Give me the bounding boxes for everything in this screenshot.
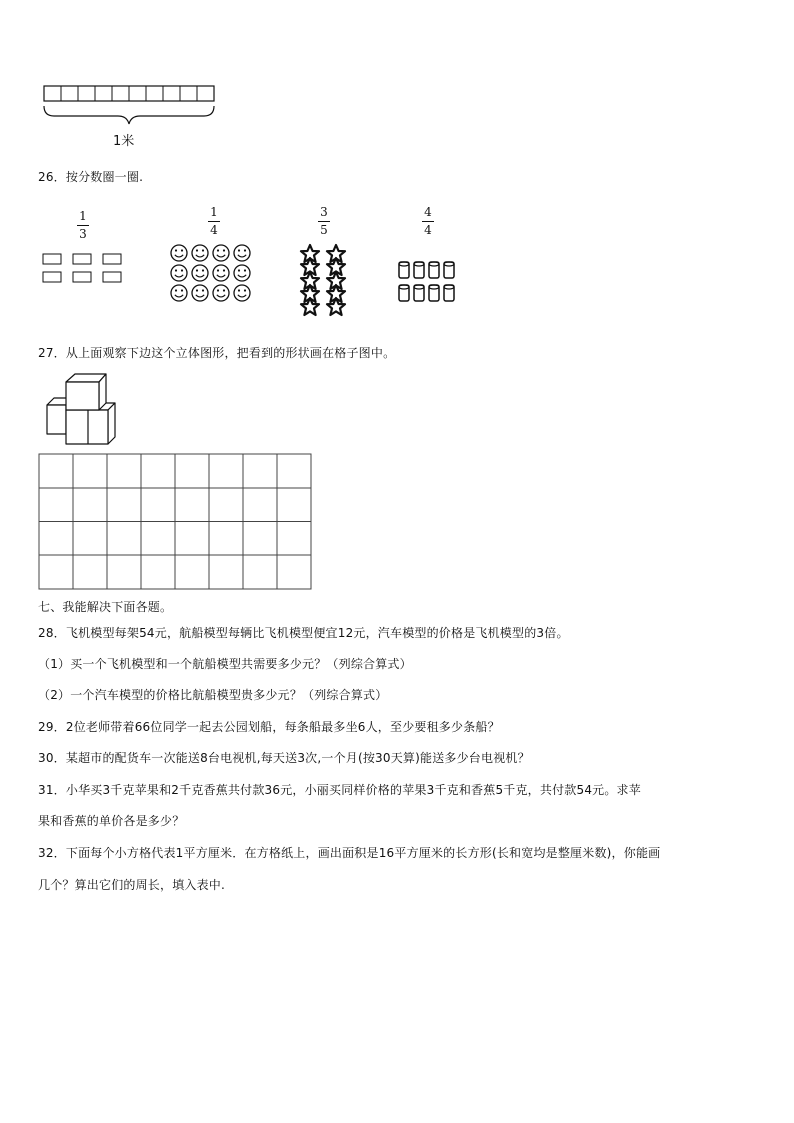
question-28-part-2: （2）一个汽车模型的价格比航船模型贵多少元？（列综合算式） — [38, 688, 388, 702]
smiley-icon — [213, 245, 229, 261]
cylinder-icon — [429, 262, 439, 278]
fraction-1-4 — [204, 206, 224, 237]
smiley-icon — [234, 245, 250, 261]
cylinder-icon — [444, 262, 454, 278]
fraction-numerator: 1 — [79, 209, 87, 223]
fraction-numerator: 3 — [320, 205, 328, 219]
rectangle-icon — [43, 254, 61, 264]
smiley-icon — [213, 285, 229, 301]
smiley-icon — [234, 285, 250, 301]
fraction-denominator: 3 — [79, 227, 87, 241]
cube-figure — [44, 370, 120, 446]
question-31-line-2: 果和香蕉的单价各是多少？ — [38, 814, 185, 828]
cylinder-icon — [399, 285, 409, 301]
cylinder-icon — [444, 285, 454, 301]
smiley-icon — [192, 285, 208, 301]
answer-grid[interactable] — [38, 453, 314, 591]
question-31-line-1: 31．小华买3千克苹果和2千克香蕉共付款36元，小丽买同样价格的苹果3千克和香蕉5千克，共付款54元。求苹 — [38, 783, 641, 797]
fraction-3-5 — [314, 206, 334, 237]
cylinder-icon — [414, 285, 424, 301]
cylinder-icon — [399, 262, 409, 278]
ruler-diagram — [40, 84, 220, 132]
fraction-denominator: 4 — [210, 223, 218, 237]
question-32-line-2: 几个？算出它们的周长，填入表中. — [38, 878, 226, 892]
question-28-part-1: （1）买一个飞机模型和一个航船模型共需要多少元？（列综合算式） — [38, 657, 412, 671]
fraction-denominator: 4 — [424, 223, 432, 237]
star-group — [296, 243, 352, 319]
question-29: 29．2位老师带着66位同学一起去公园划船，每条船最多坐6人，至少要租多少条船？ — [38, 720, 500, 734]
ruler-label: 1米 — [113, 134, 135, 149]
cylinder-icon — [429, 285, 439, 301]
rectangle-icon — [73, 272, 91, 282]
smiley-icon — [192, 245, 208, 261]
rectangle-icon — [103, 254, 121, 264]
rectangle-icon — [73, 254, 91, 264]
smiley-icon — [171, 245, 187, 261]
smiley-icon — [213, 265, 229, 281]
question-32-line-1: 32．下面每个小方格代表1平方厘米．在方格纸上，画出面积是16平方厘米的长方形(长和宽均是整厘米数)，你能画 — [38, 846, 661, 860]
section-7-title: 七、我能解决下面各题。 — [38, 600, 173, 614]
smiley-icon — [234, 265, 250, 281]
fraction-numerator: 4 — [424, 205, 432, 219]
rectangle-icon — [43, 272, 61, 282]
smiley-icon — [192, 265, 208, 281]
fraction-numerator: 1 — [210, 205, 218, 219]
question-28: 28．飞机模型每架54元，航船模型每辆比飞机模型便宜12元，汽车模型的价格是飞机模型的3倍。 — [38, 626, 569, 640]
fraction-denominator: 5 — [320, 223, 328, 237]
fraction-1-3 — [73, 210, 93, 241]
question-26: 26．按分数圈一圈. — [38, 170, 144, 184]
question-30: 30．某超市的配货车一次能送8台电视机,每天送3次,一个月(按30天算)能送多少台电视机？ — [38, 751, 530, 765]
smiley-group — [168, 242, 254, 304]
rectangle-group — [42, 252, 124, 286]
cylinder-icon — [414, 262, 424, 278]
fraction-4-4 — [418, 206, 438, 237]
rectangle-icon — [103, 272, 121, 282]
smiley-icon — [171, 265, 187, 281]
smiley-icon — [171, 285, 187, 301]
question-27: 27．从上面观察下边这个立体图形，把看到的形状画在格子图中。 — [38, 346, 396, 360]
cylinder-group — [396, 258, 462, 306]
